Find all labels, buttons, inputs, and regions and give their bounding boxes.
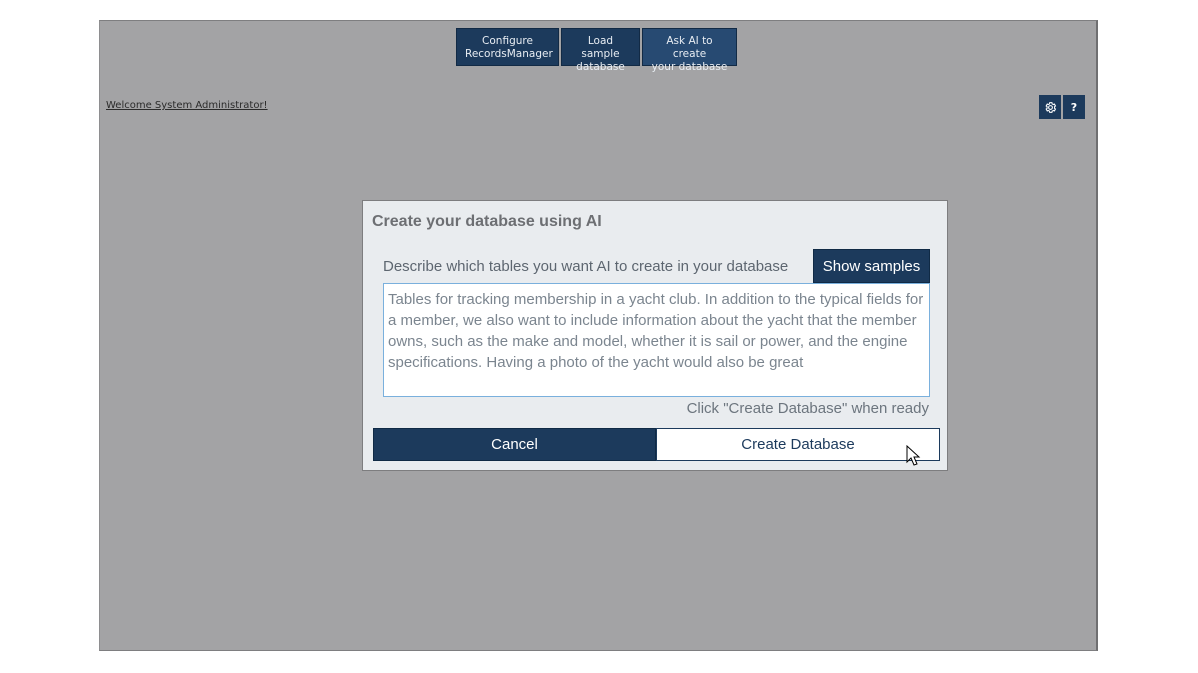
app-frame	[99, 20, 1098, 651]
create-database-ai-dialog	[362, 200, 948, 471]
gear-icon	[1044, 101, 1057, 114]
top-toolbar	[456, 28, 737, 73]
create-database-button[interactable]: Create Database	[656, 428, 940, 461]
prompt-textarea[interactable]: Tables for tracking membership in a yacht club. In addition to the typical fields for a member, we also want to include information about the yacht that the member owns, such as the make and model, whether it is sail or power, and the engine specifications. Having a photo of the yacht would also be great	[383, 283, 930, 397]
cancel-button[interactable]: Cancel	[373, 428, 656, 461]
prompt-label: Describe which tables you want AI to create in your database	[383, 258, 789, 275]
welcome-link[interactable]: Welcome System Administrator!	[106, 100, 268, 111]
ready-hint: Click "Create Database" when ready	[686, 400, 929, 417]
show-samples-button[interactable]: Show samples	[813, 249, 930, 283]
mouse-cursor-icon	[906, 445, 922, 467]
configure-recordsmanager-button[interactable]: Configure RecordsManager	[456, 28, 559, 66]
header-icon-group	[1039, 95, 1085, 119]
dialog-title: Create your database using AI	[372, 213, 602, 230]
help-button[interactable]: ?	[1063, 95, 1085, 119]
load-sample-database-button[interactable]: Load sample database	[561, 28, 640, 66]
settings-button[interactable]	[1039, 95, 1061, 119]
ask-ai-create-database-button[interactable]: Ask AI to create your database	[642, 28, 737, 66]
